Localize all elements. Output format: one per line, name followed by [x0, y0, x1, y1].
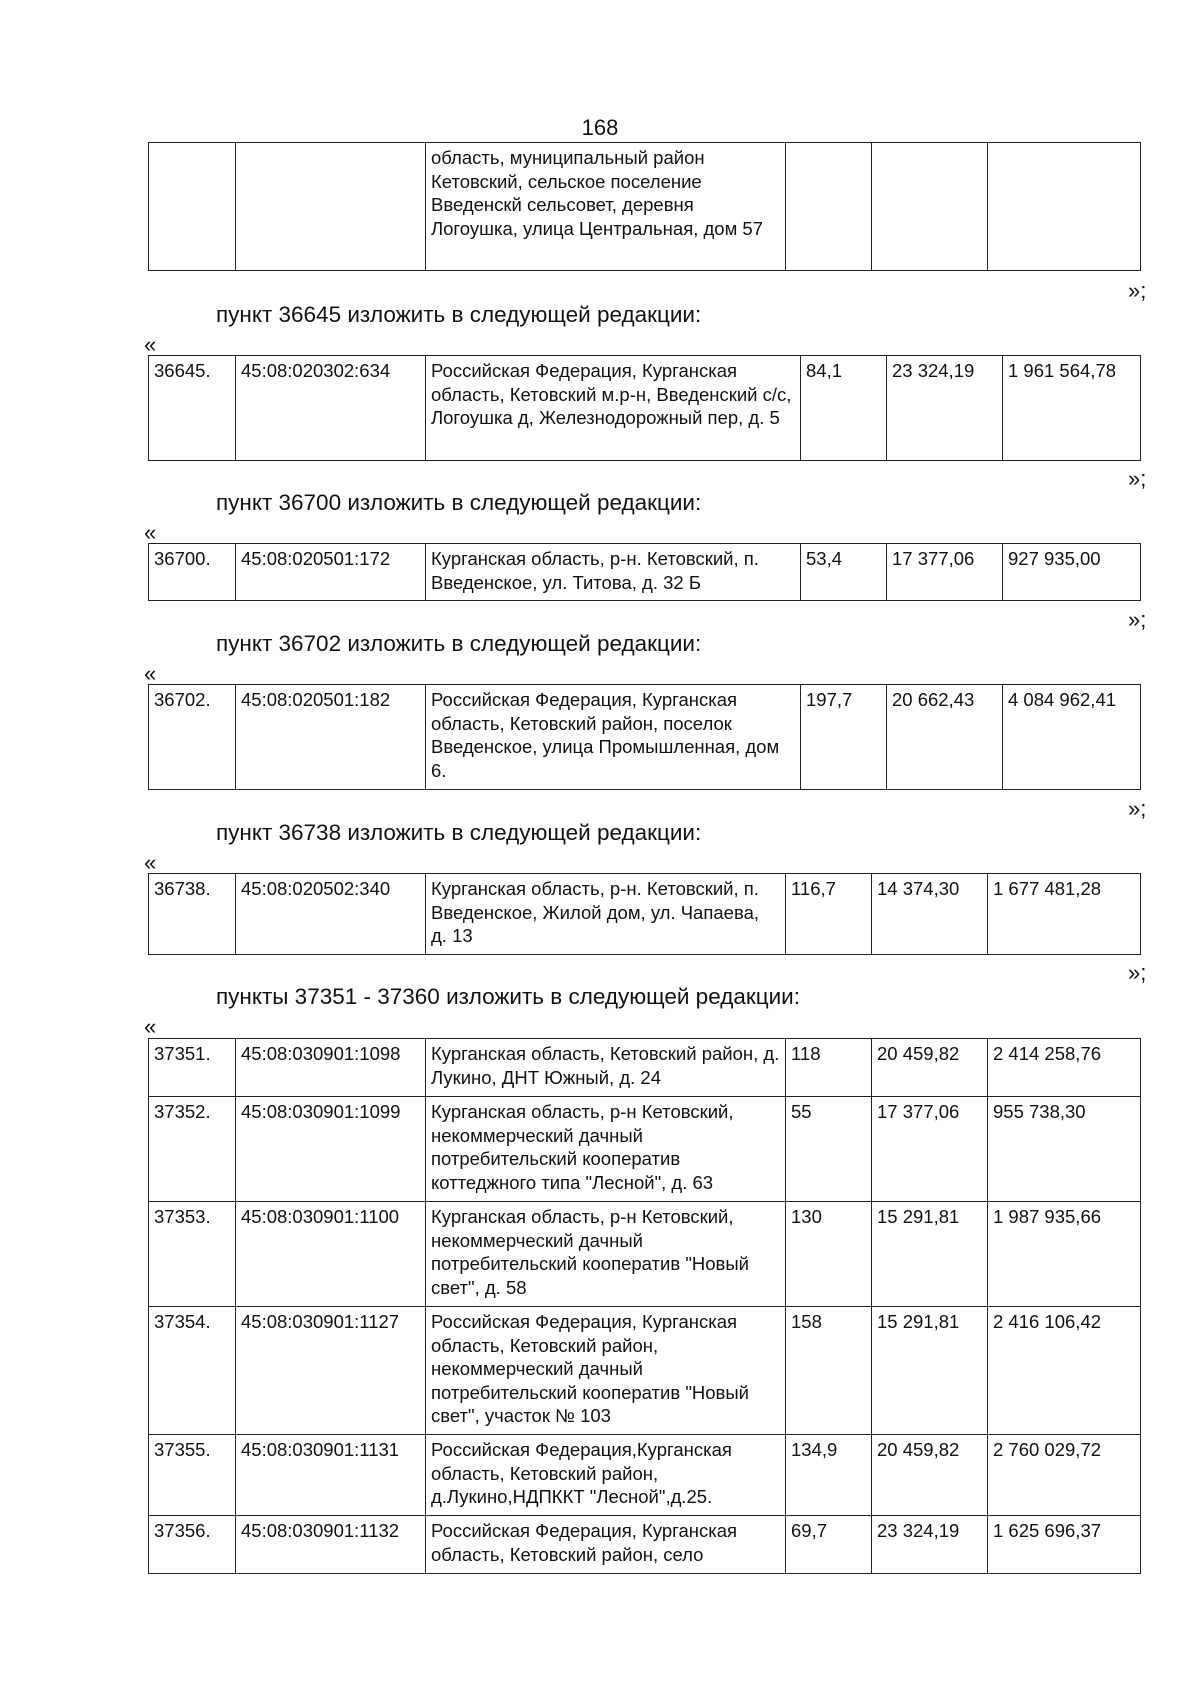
section-table [148, 543, 1141, 601]
opening-quote: « [144, 1014, 157, 1039]
cell-rate: 15 291,81 [872, 1202, 988, 1307]
section-heading: пункт 36702 изложить в следующей редакции: [216, 631, 702, 656]
cell-value: 1 625 696,37 [988, 1516, 1141, 1574]
closing-quote: »; [1128, 607, 1147, 632]
cell-area: 130 [786, 1202, 872, 1307]
cell-cadastral: 45:08:030901:1098 [236, 1039, 426, 1097]
cell-area: 55 [786, 1097, 872, 1202]
section-table [148, 873, 1141, 955]
cell-area: 118 [786, 1039, 872, 1097]
closing-quote: »; [1128, 960, 1147, 985]
cell-area: 116,7 [786, 874, 872, 955]
opening-quote: « [144, 520, 157, 545]
cell-address: Курганская область, р-н Кетовский, некоммерческий дачный потребительский кооператив коттеджного типа "Лесной", д. 63 [426, 1097, 786, 1202]
cell-address: Курганская область, р-н Кетовский, некоммерческий дачный потребительский кооператив "Новый свет", д. 58 [426, 1202, 786, 1307]
cell-rate: 20 459,82 [872, 1039, 988, 1097]
cell-area: 158 [786, 1307, 872, 1435]
opening-quote: « [144, 850, 157, 875]
cell-area: 197,7 [801, 685, 887, 790]
cell-cadastral: 45:08:020501:172 [236, 544, 426, 601]
section-heading: пункты 37351 - 37360 изложить в следующей редакции: [216, 984, 800, 1009]
table-row [149, 1202, 1141, 1307]
closing-quote: »; [1128, 796, 1147, 821]
cell-area: 69,7 [786, 1516, 872, 1574]
cell-cadastral: 45:08:020501:182 [236, 685, 426, 790]
cell-address: Российская Федерация,Курганская область, Кетовский район, д.Лукино,НДПККТ "Лесной",д.25. [426, 1435, 786, 1516]
cell-cadastral [236, 143, 426, 271]
cell-value: 955 738,30 [988, 1097, 1141, 1202]
cell-value: 2 760 029,72 [988, 1435, 1141, 1516]
cell-num: 37351. [149, 1039, 236, 1097]
cell-rate: 17 377,06 [887, 544, 1003, 601]
opening-quote: « [144, 332, 157, 357]
continued-table [148, 142, 1141, 271]
section-table [148, 1038, 1141, 1574]
section-table [148, 355, 1141, 461]
cell-address: Российская Федерация, Курганская область, Кетовский район, село [426, 1516, 786, 1574]
cell-rate: 15 291,81 [872, 1307, 988, 1435]
cell-num: 36702. [149, 685, 236, 790]
cell-value: 2 414 258,76 [988, 1039, 1141, 1097]
cell-address: Российская Федерация, Курганская область, Кетовский район, некоммерческий дачный потребительский кооператив "Новый свет", участок № 103 [426, 1307, 786, 1435]
cell-cadastral: 45:08:030901:1127 [236, 1307, 426, 1435]
cell-cadastral: 45:08:030901:1131 [236, 1435, 426, 1516]
cell-value: 4 084 962,41 [1003, 685, 1141, 790]
cell-cadastral: 45:08:030901:1099 [236, 1097, 426, 1202]
cell-address: Курганская область, р-н. Кетовский, п. Введенское, Жилой дом, ул. Чапаева, д. 13 [426, 874, 786, 955]
cell-value: 1 677 481,28 [988, 874, 1141, 955]
table-row [149, 143, 1141, 271]
cell-area: 53,4 [801, 544, 887, 601]
cell-address: Курганская область, р-н. Кетовский, п. Введенское, ул. Титова, д. 32 Б [426, 544, 801, 601]
cell-value [988, 143, 1141, 271]
table-row [149, 1039, 1141, 1097]
cell-area [786, 143, 872, 271]
cell-num: 36645. [149, 356, 236, 461]
table-row [149, 685, 1141, 790]
table-row [149, 356, 1141, 461]
cell-num: 37353. [149, 1202, 236, 1307]
cell-num: 36738. [149, 874, 236, 955]
opening-quote: « [144, 661, 157, 686]
cell-num: 37352. [149, 1097, 236, 1202]
cell-value: 1 987 935,66 [988, 1202, 1141, 1307]
cell-address: Российская Федерация, Курганская область, Кетовский м.р-н, Введенский с/с, Логоушка д, Железнодорожный пер, д. 5 [426, 356, 801, 461]
closing-quote: »; [1128, 278, 1147, 303]
section-heading: пункт 36645 изложить в следующей редакции: [216, 302, 702, 327]
closing-quote: »; [1128, 466, 1147, 491]
cell-address: Российская Федерация, Курганская область, Кетовский район, поселок Введенское, улица Промышленная, дом 6. [426, 685, 801, 790]
cell-cadastral: 45:08:030901:1132 [236, 1516, 426, 1574]
section-table [148, 684, 1141, 790]
table-row [149, 544, 1141, 601]
cell-cadastral: 45:08:030901:1100 [236, 1202, 426, 1307]
section-heading: пункт 36738 изложить в следующей редакции: [216, 820, 702, 845]
table-row [149, 1307, 1141, 1435]
table-row [149, 1516, 1141, 1574]
cell-num: 36700. [149, 544, 236, 601]
cell-cadastral: 45:08:020502:340 [236, 874, 426, 955]
cell-num: 37356. [149, 1516, 236, 1574]
cell-area: 134,9 [786, 1435, 872, 1516]
cell-num [149, 143, 236, 271]
cell-value: 1 961 564,78 [1003, 356, 1141, 461]
table-row [149, 1097, 1141, 1202]
cell-value: 2 416 106,42 [988, 1307, 1141, 1435]
page-number: 168 [581, 115, 619, 140]
table-row [149, 1435, 1141, 1516]
cell-cadastral: 45:08:020302:634 [236, 356, 426, 461]
table-row [149, 874, 1141, 955]
cell-num: 37355. [149, 1435, 236, 1516]
cell-address: область, муниципальный район Кетовский, сельское поселение Введенскй сельсовет, деревня Логоушка, улица Центральная, дом 57 [426, 143, 786, 271]
cell-rate: 14 374,30 [872, 874, 988, 955]
cell-value: 927 935,00 [1003, 544, 1141, 601]
cell-address: Курганская область, Кетовский район, д. Лукино, ДНТ Южный, д. 24 [426, 1039, 786, 1097]
cell-rate [872, 143, 988, 271]
cell-rate: 17 377,06 [872, 1097, 988, 1202]
cell-rate: 23 324,19 [887, 356, 1003, 461]
cell-rate: 20 459,82 [872, 1435, 988, 1516]
cell-num: 37354. [149, 1307, 236, 1435]
cell-rate: 23 324,19 [872, 1516, 988, 1574]
cell-area: 84,1 [801, 356, 887, 461]
section-heading: пункт 36700 изложить в следующей редакции: [216, 490, 702, 515]
cell-rate: 20 662,43 [887, 685, 1003, 790]
